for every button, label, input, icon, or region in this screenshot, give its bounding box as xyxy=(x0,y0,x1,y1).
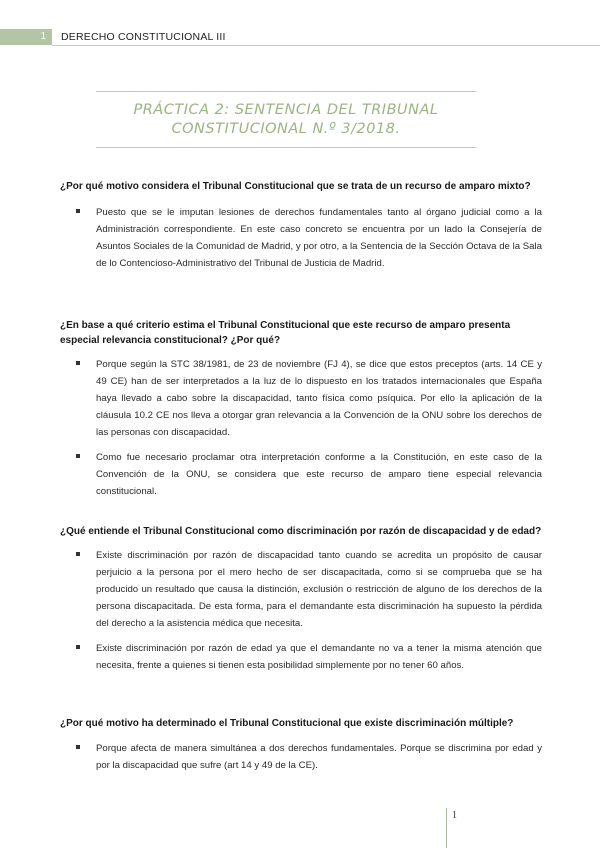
header-page-number: 1 xyxy=(0,29,52,45)
bullet-icon xyxy=(76,745,80,749)
page-header xyxy=(0,29,600,46)
question-4: ¿Por qué motivo ha determinado el Tribunal Constitucional que existe discriminación múltiple? xyxy=(60,718,514,729)
answer-text: Existe discriminación por razón de discapacidad tanto cuando se acredita un propósito de causar perjuicio a la persona por el mero hecho de ser discapacitada, como si se comprueba que se ha producido un resultado que causa la distinción, exclusión o restricción de alguno de los derechos de la persona discapacitada. De esta forma, para el demandante esta discriminación ha supuesto la pérdida del derecho a la asistencia médica que necesita. xyxy=(96,550,542,629)
footer-divider xyxy=(446,808,447,848)
answer-text: Porque según la STC 38/1981, de 23 de noviembre (FJ 4), se dice que estos preceptos (arts. 14 CE y 49 CE) han de ser interpretados a la luz de lo dispuesto en los tratados internacionales que España haya llevado a cabo sobre la discapacidad, tanto física como psíquica. Por ello la aplicación de la cláusula 10.2 CE nos lleva a otorgar gran relevancia a la Convención de la ONU sobre los derechos de las personas con discapacidad. xyxy=(96,359,542,438)
list-item xyxy=(60,740,542,774)
answer-list-4 xyxy=(60,740,542,782)
answer-text: Como fue necesario proclamar otra interpretación conforme a la Constitución, en este caso de la Convención de la ONU, se considera que este recurso de amparo tiene especial relevancia constitucional. xyxy=(96,452,542,497)
list-item xyxy=(60,547,542,632)
answer-text: Porque afecta de manera simultánea a dos derechos fundamentales. Porque se discrimina por edad y por la discapacidad que sufre (art 14 y 49 de la CE). xyxy=(96,743,542,771)
bullet-icon xyxy=(76,361,80,365)
answer-list-3 xyxy=(60,547,542,682)
list-item xyxy=(60,449,542,500)
answer-text: Existe discriminación por razón de edad ya que el demandante no va a tener la misma atención que necesita, frente a quienes si tienen esta posibilidad simplemente por no tener 60 años. xyxy=(96,643,542,671)
bullet-icon xyxy=(76,209,80,213)
list-item xyxy=(60,204,542,272)
title-top-rule xyxy=(96,91,476,92)
answer-text: Puesto que se le imputan lesiones de derechos fundamentales tanto al órgano judicial como a la Administración correspondiente. En este caso concreto se encuentra por un lado la Consejería de Asuntos Sociales de la Comunidad de Madrid, y por otro, a la Sentencia de la Sección Octava de la Sala de lo Contencioso-Administrativo del Tribunal de Justicia de Madrid. xyxy=(96,207,542,269)
bullet-icon xyxy=(76,454,80,458)
answer-list-1 xyxy=(60,204,542,280)
answer-list-2 xyxy=(60,356,542,508)
page-title-line-1: PRÁCTICA 2: SENTENCIA DEL TRIBUNAL xyxy=(133,102,439,118)
header-divider xyxy=(52,45,600,46)
page-title xyxy=(96,101,476,139)
title-bottom-rule xyxy=(96,147,476,148)
header-course-title: DERECHO CONSTITUCIONAL III xyxy=(61,31,226,43)
bullet-icon xyxy=(76,645,80,649)
list-item xyxy=(60,640,542,674)
page-title-line-2: CONSTITUCIONAL N.º 3/2018. xyxy=(171,121,401,137)
bullet-icon xyxy=(76,552,80,556)
list-item xyxy=(60,356,542,441)
question-3: ¿Qué entiende el Tribunal Constitucional como discriminación por razón de discapacidad y de edad? xyxy=(60,526,542,537)
footer-page-number: 1 xyxy=(452,810,457,821)
question-2: ¿En base a qué criterio estima el Tribunal Constitucional que este recurso de amparo presenta especial relevancia constitucional? ¿Por qué? xyxy=(60,320,511,346)
question-1: ¿Por qué motivo considera el Tribunal Constitucional que se trata de un recurso de amparo mixto? xyxy=(60,181,531,192)
